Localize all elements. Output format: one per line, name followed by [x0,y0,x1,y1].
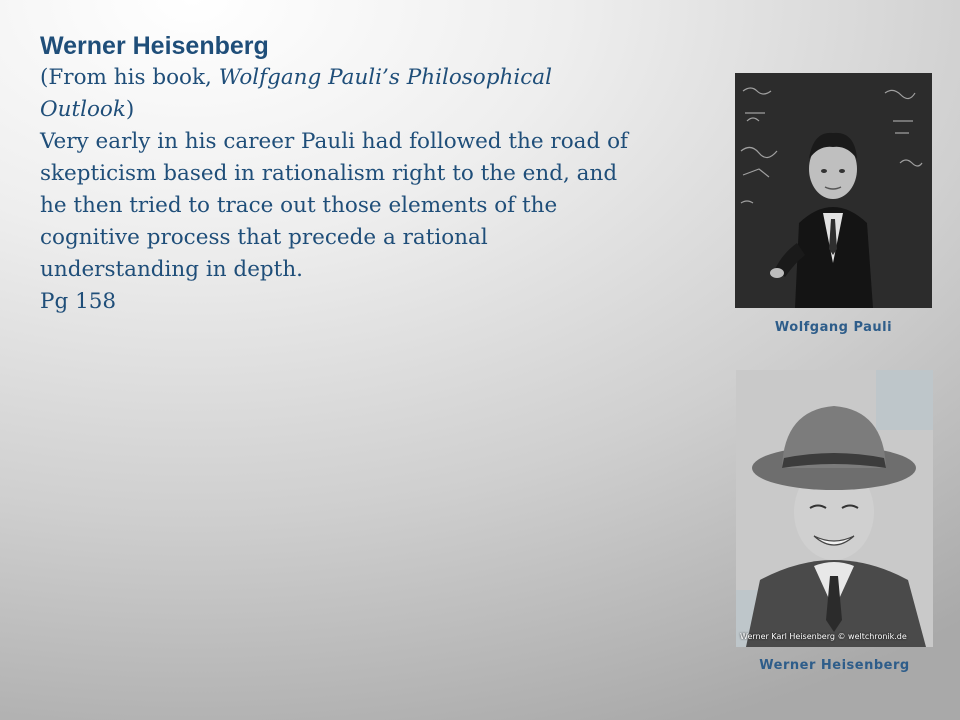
source-suffix: ) [125,97,135,122]
pauli-photo-illustration [735,73,932,308]
book-title: Wolfgang Pauli’s Philosophical Outlook [40,65,552,122]
pauli-caption: Wolfgang Pauli [774,320,893,335]
pauli-photo [735,73,932,308]
quote-text-block [40,30,640,318]
heisenberg-caption: Werner Heisenberg [759,658,910,673]
page-reference: Pg 158 [40,289,117,314]
quote-paragraph [40,62,640,318]
heisenberg-photo-illustration [736,370,933,647]
source-prefix: (From his book, [40,65,219,90]
quote-body: Very early in his career Pauli had followed the road of skepticism based in rationalism right to the end, and he then tried to trace out those elements of the cognitive process that precede a rational understanding in depth. [40,129,628,282]
photo-watermark: Werner Karl Heisenberg © weltchronik.de [740,632,907,641]
slide-title: Werner Heisenberg [40,32,269,60]
heisenberg-photo [736,370,933,647]
